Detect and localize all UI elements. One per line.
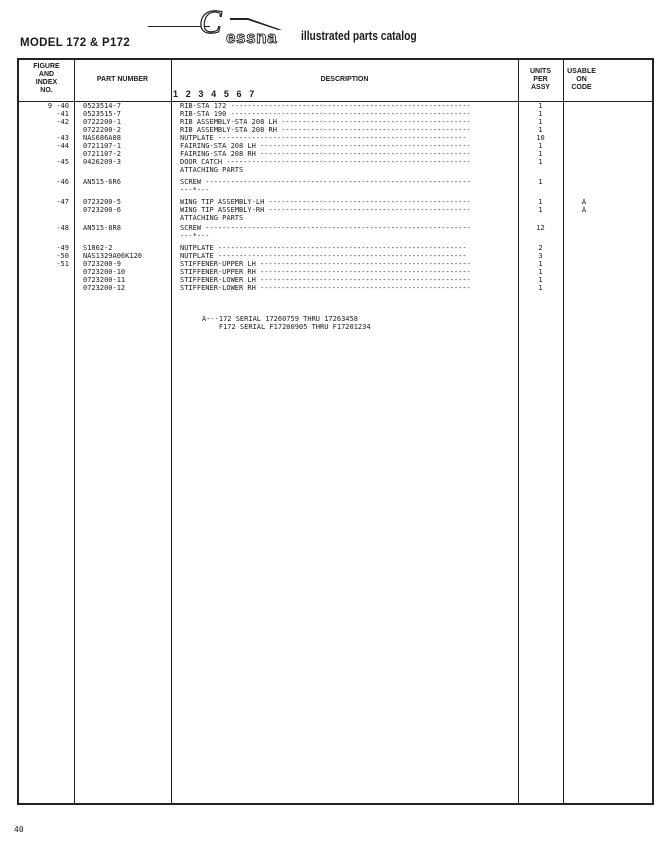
table-row: ---*--- xyxy=(180,232,210,240)
table-row: ---*--- xyxy=(180,186,210,194)
table-row: 0723200-6 WING TIP ASSEMBLY-RH ------------------------------------------------ 1 A xyxy=(83,206,587,214)
table-row: -45 0426209-3 DOOR CATCH ---------------------------------------------------------- 1 xyxy=(56,158,543,166)
page-number: 40 xyxy=(14,825,24,834)
part-number-header: PART NUMBER xyxy=(96,76,149,83)
code-header: USABLE ON CODE xyxy=(567,68,596,91)
table-row: -50 NAS1329A06K120 NUTPLATE ----------------------------------------------------------- 3 xyxy=(56,252,543,260)
table-row: -51 0723200-9 STIFFENER-UPPER LH -------------------------------------------------- 1 xyxy=(56,260,543,268)
table-row: -43 NAS686A08 NUTPLATE ----------------------------------------------------------- 10 xyxy=(56,134,545,142)
description-header: DESCRIPTION xyxy=(320,76,369,83)
table-row: -44 0721107-1 FAIRING-STA 208 LH -------------------------------------------------- 1 xyxy=(56,142,543,150)
serial-notes xyxy=(202,315,371,331)
table-row: ATTACHING PARTS xyxy=(180,166,244,174)
figure-header: FIGURE AND INDEX NO. xyxy=(33,63,60,94)
note-line: F172 SERIAL F17200905 THRU F17201234 xyxy=(202,323,371,331)
model-title: MODEL 172 & P172 xyxy=(20,37,131,49)
table-row: 0722200-2 RIB ASSEMBLY-STA 208 RH --------------------------------------------- 1 xyxy=(83,126,543,134)
note-line: A---172 SERIAL 17260759 THRU 17263458 xyxy=(202,315,358,323)
table-row: 0721107-2 FAIRING-STA 208 RH -------------------------------------------------- 1 xyxy=(83,150,543,158)
units-header: UNITS PER ASSY xyxy=(530,68,551,91)
indent-numbers: 1 2 3 4 5 6 7 xyxy=(173,89,257,99)
table-row: ATTACHING PARTS xyxy=(180,214,244,222)
table-row: 0723200-11 STIFFENER-LOWER LH -------------------------------------------------- 1 xyxy=(83,276,543,284)
table-row: 9 -40 0523514-7 RIB-STA 172 --------------------------------------------------------- 1 xyxy=(47,102,543,110)
table-row: -46 AN515-6R6 SCREW --------------------------------------------------------------- 1 xyxy=(56,178,543,186)
logo-wordmark: essna xyxy=(226,28,278,47)
table-row: -42 0722200-1 RIB ASSEMBLY-STA 208 LH --------------------------------------------- 1 xyxy=(56,118,543,126)
catalog-title: illustrated parts catalog xyxy=(301,29,417,43)
table-row: -47 0723200-5 WING TIP ASSEMBLY-LH ------------------------------------------------ 1 A xyxy=(56,198,587,206)
table-row: -48 AN515-8R8 SCREW --------------------------------------------------------------- 12 xyxy=(56,224,545,232)
table-row: -41 0523515-7 RIB-STA 190 --------------------------------------------------------- 1 xyxy=(56,110,543,118)
logo-letter: C xyxy=(199,4,222,41)
table-row: -49 S1862-2 NUTPLATE ----------------------------------------------------------- 2 xyxy=(56,244,543,252)
parts-table xyxy=(17,58,654,805)
table-row: 0723200-10 STIFFENER-UPPER RH -------------------------------------------------- 1 xyxy=(83,268,543,276)
table-row: 0723200-12 STIFFENER-LOWER RH -------------------------------------------------- 1 xyxy=(83,284,543,292)
